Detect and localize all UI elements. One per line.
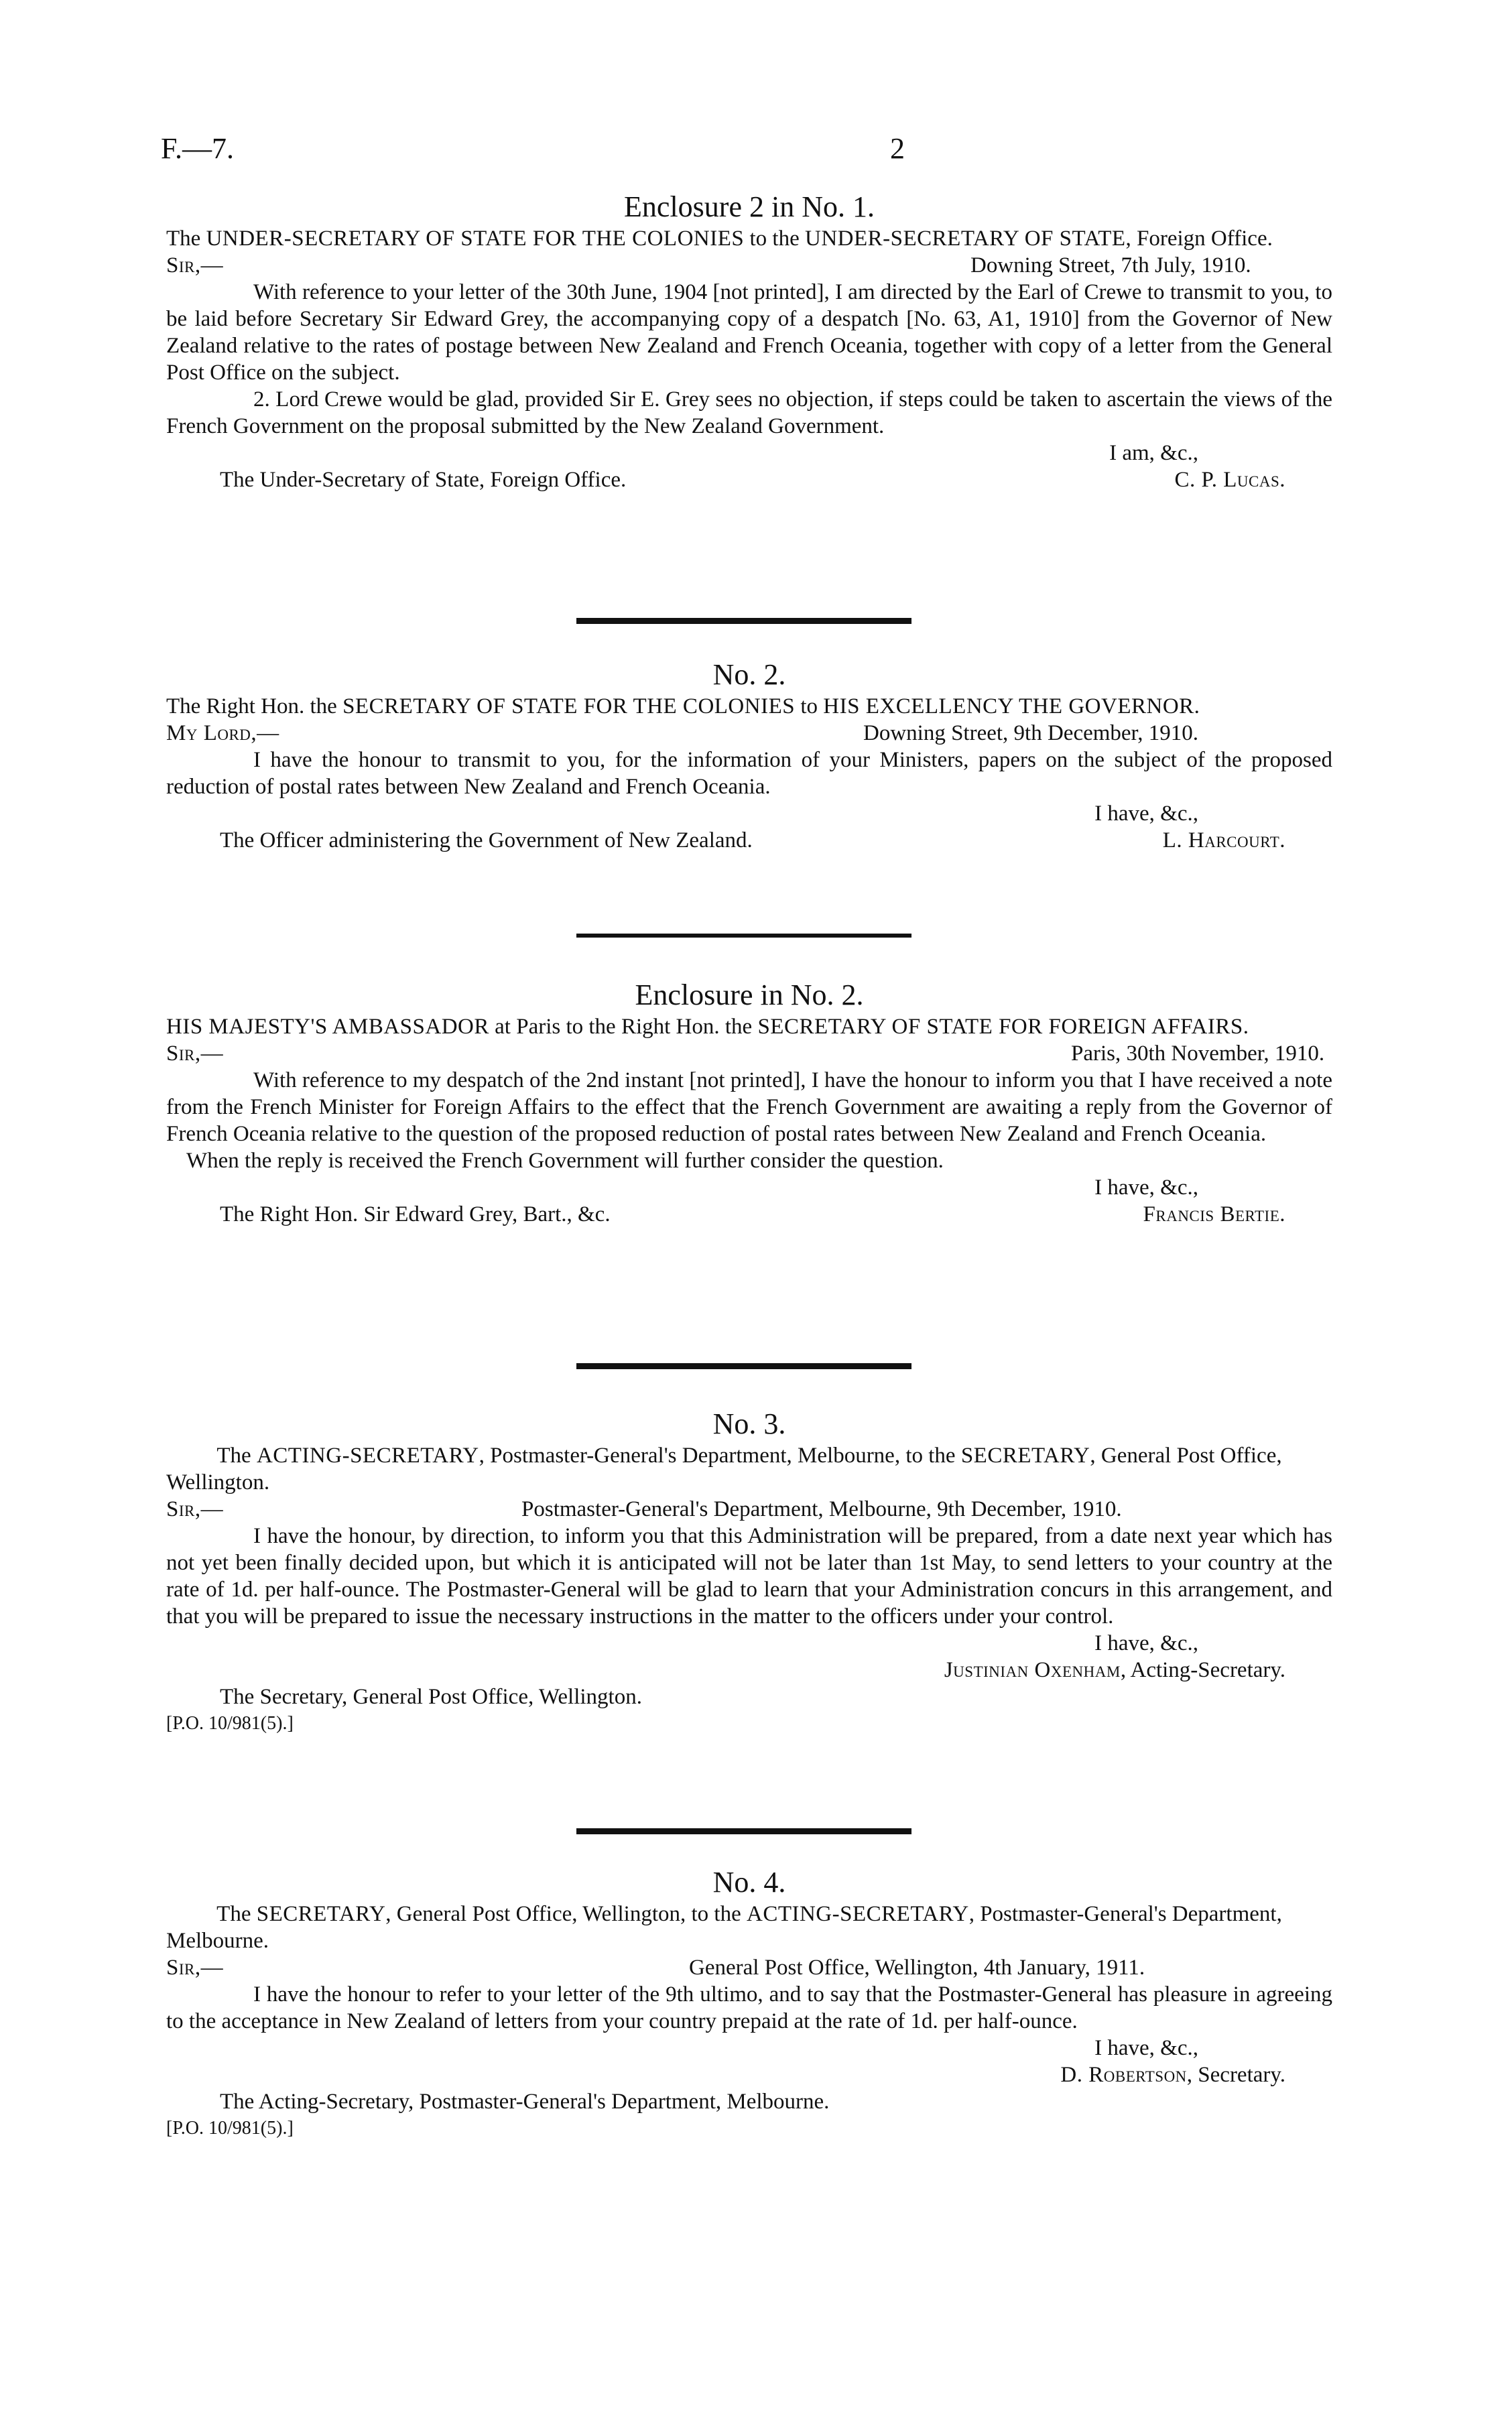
signature <box>166 1657 1332 1684</box>
sender: UNDER-SECRETARY OF STATE FOR THE COLONIES <box>206 227 745 251</box>
addressee: The Right Hon. Sir Edward Grey, Bart., &c. <box>220 1202 611 1226</box>
closing: I have, &c., <box>1094 1631 1198 1655</box>
section-no-2 <box>166 657 1332 854</box>
place-date: Postmaster-General's Department, Melbourne, 9th December, 1910. <box>521 1497 1122 1521</box>
sender: SECRETARY <box>256 1902 386 1926</box>
place-date: Paris, 30th November, 1910. <box>1071 1041 1325 1066</box>
salutation: Sir,— <box>166 1956 224 1980</box>
signature: Francis Bertie. <box>1143 1202 1285 1226</box>
section-divider <box>576 1828 911 1834</box>
recipient: ACTING-SECRETARY <box>746 1902 969 1926</box>
place-date: General Post Office, Wellington, 4th January, 1911. <box>689 1956 1145 1980</box>
signature: C. P. Lucas. <box>1174 468 1285 492</box>
closing: I have, &c., <box>1094 1176 1198 1200</box>
section-divider <box>576 618 911 624</box>
addressee: The Secretary, General Post Office, Wellington. <box>220 1685 642 1709</box>
section-heading: No. 2. <box>712 658 786 691</box>
closing: I am, &c., <box>1109 441 1198 465</box>
signature-title: , Acting-Secretary. <box>1120 1658 1285 1682</box>
signature-name: D. Robertson <box>1060 2063 1187 2087</box>
section-heading: No. 4. <box>712 1866 786 1899</box>
paragraph: With reference to your letter of the 30th June, 1904 [not printed], I am directed by the Earl of Crewe to transmit to you, to be laid before Secretary Sir Edward Grey, the accompanying copy of a despatch [No. 63, A1, 1910] from the Governor of New Zealand relative to the rates of postage between New Zealand and French Oceania, together with copy of a letter from the General Post Office on the subject. <box>166 280 1332 385</box>
section-enclosure-in-no-2 <box>166 977 1332 1228</box>
recipient: HIS EXCELLENCY THE GOVERNOR. <box>823 694 1200 718</box>
sender: HIS MAJESTY'S AMBASSADOR <box>166 1015 489 1039</box>
section-enclosure-2-in-no-1 <box>166 189 1332 493</box>
signature: L. Harcourt. <box>1162 828 1285 852</box>
paper-reference: F.—7. <box>161 132 234 165</box>
section-heading: No. 3. <box>712 1407 786 1440</box>
section-heading: Enclosure 2 in No. 1. <box>624 190 875 223</box>
paragraph: With reference to my despatch of the 2nd instant [not printed], I have the honour to inform you that I have received a note from the French Minister for Foreign Affairs to the effect that the French Government are awaiting a reply from the Governor of French Oceania relative to the question of the proposed reduction of postal rates between New Zealand and French Oceania. <box>166 1068 1332 1146</box>
closing: I have, &c., <box>1094 2036 1198 2060</box>
place-date: Downing Street, 7th July, 1910. <box>970 253 1251 277</box>
sender: SECRETARY OF STATE FOR THE COLONIES <box>342 694 796 718</box>
paragraph: I have the honour to transmit to you, for the information of your Ministers, papers on the subject of the proposed reduction of postal rates between New Zealand and French Oceania. <box>166 748 1332 799</box>
letter-parties: The SECRETARY, General Post Office, Wellington, to the ACTING-SECRETARY, Postmaster-General's Department, Melbourne. <box>166 1902 1282 1953</box>
letter-parties: The ACTING-SECRETARY, Postmaster-General's Department, Melbourne, to the SECRETARY, General Post Office, Wellington. <box>166 1444 1282 1495</box>
paragraph: When the reply is received the French Government will further consider the question. <box>186 1149 944 1173</box>
page-number: 2 <box>890 132 905 165</box>
po-reference: [P.O. 10/981(5).] <box>166 2118 294 2139</box>
signature-name: Justinian Oxenham <box>944 1658 1121 1682</box>
page-header <box>161 131 1340 169</box>
po-reference: [P.O. 10/981(5).] <box>166 1713 294 1734</box>
salutation: My Lord,— <box>166 721 279 745</box>
salutation: Sir,— <box>166 253 224 277</box>
signature-title: , Secretary. <box>1186 2063 1285 2087</box>
recipient: SECRETARY OF STATE FOR FOREIGN AFFAIRS. <box>757 1015 1249 1039</box>
paragraph: 2. Lord Crewe would be glad, provided Sir E. Grey sees no objection, if steps could be taken to ascertain the views of the French Government on the proposal submitted by the New Zealand Government. <box>166 387 1332 438</box>
paragraph: I have the honour, by direction, to inform you that this Administration will be prepared, from a date next year which has not yet been finally decided upon, but which it is anticipated will not be later than 1st May, to send letters to your country at the rate of 1d. per half-ounce. The Postmaster-General will be glad to learn that your Administration concurs in this arrangement, and that you will be prepared to issue the necessary instructions in the matter to the officers under your control. <box>166 1524 1332 1629</box>
paragraph: I have the honour to refer to your letter of the 9th ultimo, and to say that the Postmaster-General has pleasure in agreeing to the acceptance in New Zealand of letters from your country prepaid at the rate of 1d. per half-ounce. <box>166 1982 1332 2033</box>
salutation: Sir,— <box>166 1497 224 1521</box>
closing: I have, &c., <box>1094 802 1198 826</box>
recipient: UNDER-SECRETARY OF STATE <box>804 227 1126 251</box>
section-divider <box>576 934 911 938</box>
salutation: Sir,— <box>166 1041 224 1066</box>
section-no-3 <box>166 1406 1332 1737</box>
letter-parties: The Right Hon. the SECRETARY OF STATE FOR THE COLONIES to HIS EXCELLENCY THE GOVERNOR. <box>166 694 1200 718</box>
recipient: SECRETARY <box>960 1444 1090 1468</box>
letter-parties: HIS MAJESTY'S AMBASSADOR at Paris to the Right Hon. the SECRETARY OF STATE FOR FOREIGN AFFAIRS. <box>166 1015 1249 1039</box>
letter-parties: The UNDER-SECRETARY OF STATE FOR THE COLONIES to the UNDER-SECRETARY OF STATE, Foreign Office. <box>166 227 1273 251</box>
section-no-4 <box>166 1864 1332 2142</box>
sender: ACTING-SECRETARY <box>256 1444 479 1468</box>
section-heading: Enclosure in No. 2. <box>635 978 864 1011</box>
addressee: The Officer administering the Government of New Zealand. <box>220 828 753 852</box>
addressee: The Acting-Secretary, Postmaster-General's Department, Melbourne. <box>220 2090 830 2114</box>
section-divider <box>576 1363 911 1369</box>
signature <box>166 2061 1332 2088</box>
place-date: Downing Street, 9th December, 1910. <box>863 721 1198 745</box>
addressee: The Under-Secretary of State, Foreign Office. <box>220 468 627 492</box>
